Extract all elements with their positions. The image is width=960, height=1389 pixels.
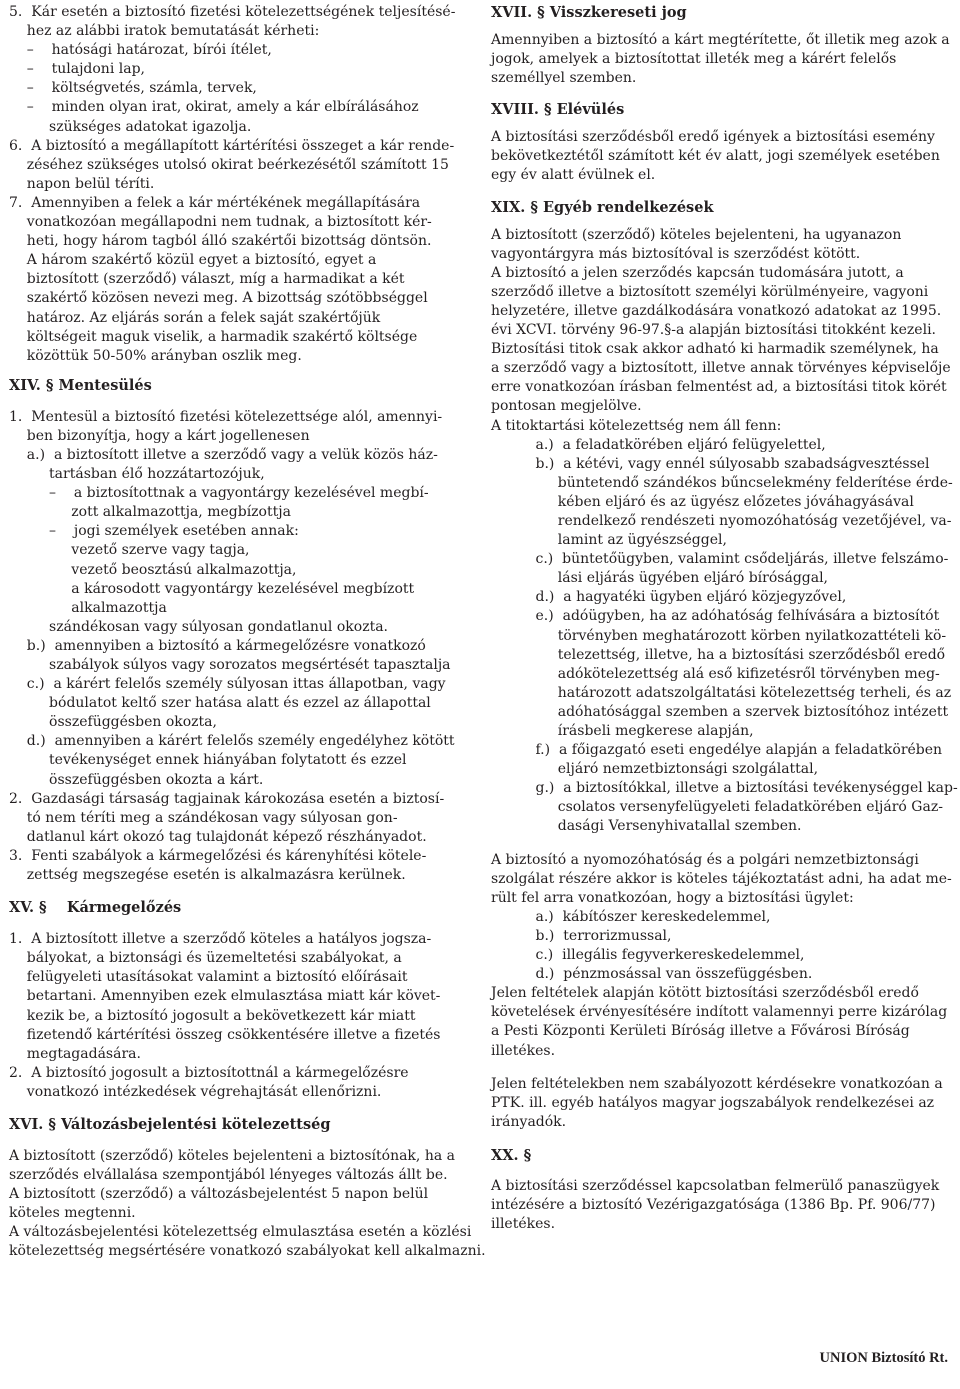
body-text-line: írásbeli megkerese alapján, bbox=[491, 723, 754, 739]
body-text-line: g.) a biztosítókkal, illetve a biztosítási tevékenységgel kap- bbox=[491, 780, 958, 797]
body-text-line: napon belül téríti. bbox=[9, 175, 155, 192]
body-text-line: – jogi személyek esetében annak: bbox=[9, 523, 299, 540]
body-text-line: a.) kábítószer kereskedelemmel, bbox=[491, 908, 771, 925]
body-text-line: PTK. ill. egyéb hatályos magyar jogszabályok rendelkezései az bbox=[491, 1094, 935, 1111]
body-text-line: törvényben meghatározott körben nyilatkozattételi kö- bbox=[491, 627, 947, 644]
body-text-line: b.) a kétévi, vagy ennél súlyosabb szabadságvesztéssel bbox=[491, 455, 930, 472]
body-text-line: – tulajdoni lap, bbox=[9, 61, 145, 78]
body-text-line: e.) adóügyben, ha az adóhatóság felhívására a biztosítót bbox=[491, 608, 940, 625]
body-text-line: 2. A biztosító jogosult a biztosítottnál a kármegelőzésre bbox=[9, 1064, 409, 1081]
body-text-line: eljáró nemzetbiztonsági szolgálattal, bbox=[491, 761, 819, 778]
body-text-line: zott alkalmazottja, megbízottja bbox=[9, 504, 291, 521]
body-text-line: 1. Mentesül a biztosító fizetési kötelezettsége alól, amennyi- bbox=[9, 408, 443, 425]
body-text-line: szerződés elvállalása szempontjából lényeges változás állt be. bbox=[9, 1167, 448, 1184]
body-text-line: tevékenységet ennek hiányában folytatott és ezzel bbox=[9, 752, 407, 769]
body-text-line: d.) pénzmosással van összefüggésben. bbox=[491, 966, 813, 983]
body-text-line: tó nem téríti meg a szándékosan vagy súlyosan gon- bbox=[9, 809, 398, 826]
body-text-line: közöttük 50-50% arányban oszlik meg. bbox=[9, 347, 302, 364]
body-text-line: szabályok súlyos vagy sorozatos megsértését tapasztalja bbox=[9, 657, 451, 673]
body-text-line: c.) büntetőügyben, valamint csődeljárás, illetve felszámo- bbox=[491, 551, 949, 568]
body-text-line: A biztosítási szerződésből eredő igények a biztosítási esemény bbox=[491, 129, 935, 146]
body-text-line: a károsodott vagyontárgy kezelésével megbízott bbox=[9, 580, 415, 597]
body-text-line: d.) a hagyatéki ügyben eljáró közjegyzővel, bbox=[491, 589, 847, 606]
left-column bbox=[9, 3, 486, 1262]
body-text-line: 2. Gazdasági társaság tagjainak károkozása esetén a biztosí- bbox=[9, 790, 445, 807]
body-text-line: ben bizonyítja, hogy a kárt jogellenesen bbox=[9, 427, 310, 444]
body-text-line: datlanul kárt okozó tag tulajdonát képező részhányadot. bbox=[9, 828, 427, 845]
body-text-line: szükséges adatokat igazolja. bbox=[9, 118, 252, 135]
body-text-line: c.) a kárért felelős személy súlyosan ittas állapotban, vagy bbox=[9, 676, 446, 693]
body-text-line: fizetendő kártérítési összeg csökkentésére illetve a fizetés bbox=[9, 1026, 441, 1043]
body-text-line: Amennyiben a biztosító a kárt megtérítette, őt illetik meg azok a bbox=[491, 32, 950, 48]
right-column bbox=[491, 3, 958, 1234]
body-text-line: A három szakértő közül egyet a biztosító, egyet a bbox=[9, 252, 377, 269]
body-text-line: f.) a főigazgató eseti engedélye alapján a feladatkörében bbox=[491, 742, 943, 759]
body-text-line: köteles megtenni. bbox=[9, 1205, 136, 1222]
body-text-line: 6. A biztosító a megállapított kártérítési összeget a kár rende- bbox=[9, 137, 455, 154]
body-text-line: c.) illegális fegyverkereskedelemmel, bbox=[491, 947, 805, 964]
body-text-line: b.) amennyiben a biztosító a kármegelőzésre vonatkozó bbox=[9, 637, 426, 654]
body-text-line: bódulatot keltő szer hatása alatt és ezzel az állapottal bbox=[9, 695, 431, 712]
body-text-line: évi XCVI. törvény 96-97.§-a alapján biztosítási titokként kezeli. bbox=[491, 322, 936, 339]
body-text-line: kében eljáró és az ügyész előzetes jóváhagyásával bbox=[491, 493, 914, 510]
body-text-line: szolgálat részére akkor is köteles tájékoztatást adni, ha adat me- bbox=[491, 870, 952, 887]
body-text-line: A biztosított (szerződő) köteles bejelenteni a biztosítónak, ha a bbox=[9, 1147, 455, 1164]
body-text-line: felügyeleti utasításokat valamint a biztosító előírásait bbox=[9, 969, 408, 986]
body-text-line: kötelezettség megsértésére vonatkozó szabályokat kell alkalmazni. bbox=[9, 1243, 486, 1260]
body-text-line: adóhatósággal szemben a szervek biztosítóhoz intézett bbox=[491, 703, 949, 720]
body-text-line: helyzetére, illetve gazdálkodására vonatkozó adatokat az 1995. bbox=[491, 302, 942, 319]
body-text-line: 7. Amennyiben a felek a kár mértékének megállapítására bbox=[9, 194, 421, 211]
body-text-line: A titoktartási kötelezettség nem áll fenn: bbox=[491, 417, 782, 434]
body-text-line: a Pesti Központi Kerületi Bíróság illetve a Fővárosi Bíróság bbox=[491, 1023, 910, 1040]
body-text-line: vagyontárgyra más biztosítóval is szerződést kötött. bbox=[491, 245, 861, 262]
body-text-line: kezik be, a biztosító jogosult a bekövetkezett kár miatt bbox=[9, 1007, 416, 1024]
body-text-line: rült fel arra vonatkozóan, hogy a biztosítási ügylet: bbox=[491, 889, 854, 906]
body-text-line: vonatkozóan megállapodni nem tudnak, a biztosított kér- bbox=[9, 214, 432, 231]
body-text-line: vezető beosztású alkalmazottja, bbox=[9, 561, 297, 578]
body-text-line: A biztosítási szerződéssel kapcsolatban felmerülő panaszügyek bbox=[491, 1177, 940, 1194]
body-text-line: zéséhez szükséges utolsó okirat beérkezésétől számított 15 bbox=[9, 156, 449, 173]
body-text-line: határozott adatszolgáltatási kötelezettség terheli, és az bbox=[491, 684, 952, 701]
body-text-line: személlyel szemben. bbox=[491, 70, 637, 87]
body-text-line: követelések érvényesítésére indított valamennyi perre kizárólag bbox=[491, 1004, 948, 1021]
body-text-line: 1. A biztosított illetve a szerződő köteles a hatályos jogsza- bbox=[9, 931, 432, 948]
body-text-line: dasági Versenyhivatallal szemben. bbox=[491, 818, 802, 835]
section-heading-xv: XV. § Kármegelőzés bbox=[9, 899, 182, 917]
body-text-line: tartásban élő hozzátartozójuk, bbox=[9, 466, 265, 483]
body-text-line: lamint az ügyészséggel, bbox=[491, 532, 727, 549]
body-text-line: szerződő illetve a biztosított személyi körülményeire, vagyoni bbox=[491, 283, 929, 300]
section-heading-xvii: XVII. § Visszkereseti jog bbox=[491, 4, 687, 21]
body-text-line: biztosított (szerződő) választ, míg a harmadikat a két bbox=[9, 271, 405, 288]
body-text-line: illetékes. bbox=[491, 1042, 556, 1059]
section-heading-xx: XX. § bbox=[491, 1146, 532, 1164]
body-text-line: szakértő közösen nevezi meg. A bizottság szótöbbséggel bbox=[9, 290, 428, 307]
body-text-line: – a biztosítottnak a vagyontárgy kezelésével megbí- bbox=[9, 485, 429, 502]
body-text-line: a.) a biztosított illetve a szerződő vagy a velük közös ház- bbox=[9, 446, 438, 463]
section-heading-xviii: XVIII. § Elévülés bbox=[491, 101, 625, 119]
body-text-line: költségeit maguk viselik, a harmadik szakértő költsége bbox=[9, 328, 418, 345]
body-text-line: bályokat, a biztonsági és üzemeltetési szabályokat, a bbox=[9, 950, 402, 967]
body-text-line: a.) a feladatkörében eljáró felügyelettel, bbox=[491, 436, 826, 453]
section-heading-xix: XIX. § Egyéb rendelkezések bbox=[491, 198, 714, 216]
body-text-line: – hatósági határozat, bírói ítélet, bbox=[9, 42, 272, 59]
body-text-line: intézésére a biztosító Vezérigazgatósága (1386 Bp. Pf. 906/77) bbox=[491, 1196, 936, 1213]
body-text-line: alkalmazottja bbox=[9, 599, 167, 616]
body-text-line: rendelkező rendészeti nyomozóhatóság vezetőjével, va- bbox=[491, 512, 952, 529]
body-text-line: vonatkozó intézkedések végrehajtását ellenőrizni. bbox=[9, 1083, 382, 1100]
body-text-line: – minden olyan irat, okirat, amely a kár elbírálásához bbox=[9, 99, 419, 116]
body-text-line: vezető szerve vagy tagja, bbox=[9, 542, 250, 559]
section-heading-xiv: XIV. § Mentesülés bbox=[9, 376, 152, 394]
body-text-line: egy év alatt évülnek el. bbox=[491, 167, 656, 184]
body-text-line: betartani. Amennyiben ezek elmulasztása miatt kár követ- bbox=[9, 988, 441, 1005]
body-text-line: 3. Fenti szabályok a kármegelőzési és kárenyhítési kötele- bbox=[9, 847, 427, 864]
body-text-line: szándékosan vagy súlyosan gondatlanul okozta. bbox=[9, 618, 388, 635]
footer-company-name: UNION Biztosító Rt. bbox=[819, 1350, 948, 1366]
body-text-line: lási eljárás ügyében eljáró bírósággal, bbox=[491, 570, 829, 587]
body-text-line: b.) terrorizmussal, bbox=[491, 927, 672, 944]
body-text-line: telezettség, illetve, ha a biztosítási szerződésből eredő bbox=[491, 646, 946, 663]
body-text-line: heti, hogy három tagból álló szakértői bizottság döntsön. bbox=[9, 233, 432, 250]
body-text-line: összefüggésben okozta, bbox=[9, 714, 217, 731]
body-text-line: hez az alábbi iratok bemutatását kérheti: bbox=[9, 23, 320, 40]
body-text-line: Biztosítási titok csak akkor adható ki harmadik személynek, ha bbox=[491, 341, 939, 358]
body-text-line: d.) amennyiben a kárért felelős személy engedélyhez kötött bbox=[9, 733, 455, 750]
body-text-line: összefüggésben okozta a kárt. bbox=[9, 771, 264, 788]
section-heading-xvi: XVI. § Változásbejelentési kötelezettség bbox=[9, 1115, 331, 1133]
body-text-line: pontosan megjelölve. bbox=[491, 398, 642, 415]
body-text-line: határoz. Az eljárás során a felek saját szakértőjük bbox=[9, 309, 381, 326]
body-text-line: A változásbejelentési kötelezettség elmulasztása esetén a közlési bbox=[9, 1224, 472, 1241]
body-text-line: A biztosító a nyomozóhatóság és a polgári nemzetbiztonsági bbox=[491, 851, 919, 868]
body-text-line: 5. Kár esetén a biztosító fizetési kötelezettségének teljesítésé- bbox=[9, 4, 456, 20]
body-text-line: megtagadására. bbox=[9, 1045, 141, 1062]
body-text-line: Jelen feltételek alapján kötött biztosítási szerződésből eredő bbox=[491, 985, 919, 1002]
body-text-line: – költségvetés, számla, tervek, bbox=[9, 80, 257, 97]
body-text-line: A biztosító a jelen szerződés kapcsán tudomására jutott, a bbox=[491, 264, 904, 281]
body-text-line: csolatos versenyfelügyeleti feladatkörében eljáró Gaz- bbox=[491, 799, 943, 816]
body-text-line: illetékes. bbox=[491, 1216, 556, 1233]
body-text-line: A biztosított (szerződő) köteles bejelenteni, ha ugyanazon bbox=[491, 226, 902, 243]
body-text-line: A biztosított (szerződő) a változásbejelentést 5 napon belül bbox=[9, 1186, 429, 1203]
body-text-line: adókötelezettség alá eső kifizetésről törvényben meg- bbox=[491, 665, 940, 682]
body-text-line: büntetendő szándékos bűncselekmény felderítése érde- bbox=[491, 474, 953, 491]
body-text-line: irányadók. bbox=[491, 1113, 567, 1130]
body-text-line: Jelen feltételekben nem szabályozott kérdésekre vonatkozóan a bbox=[491, 1075, 943, 1092]
body-text-line: jogok, amelyek a biztosítottat illeték meg a kárért felelős bbox=[491, 51, 897, 68]
body-text-line: a szerződő vagy a biztosított, illetve annak törvényes képviselője bbox=[491, 360, 951, 377]
body-text-line: bekövetkeztétől számított két év alatt, jogi személyek esetében bbox=[491, 148, 940, 165]
body-text-line: erre vonatkozóan írásban felmentést ad, a biztosítási titok körét bbox=[491, 379, 947, 396]
body-text-line: zettség megszegése esetén is alkalmazásra kerülnek. bbox=[9, 867, 406, 884]
